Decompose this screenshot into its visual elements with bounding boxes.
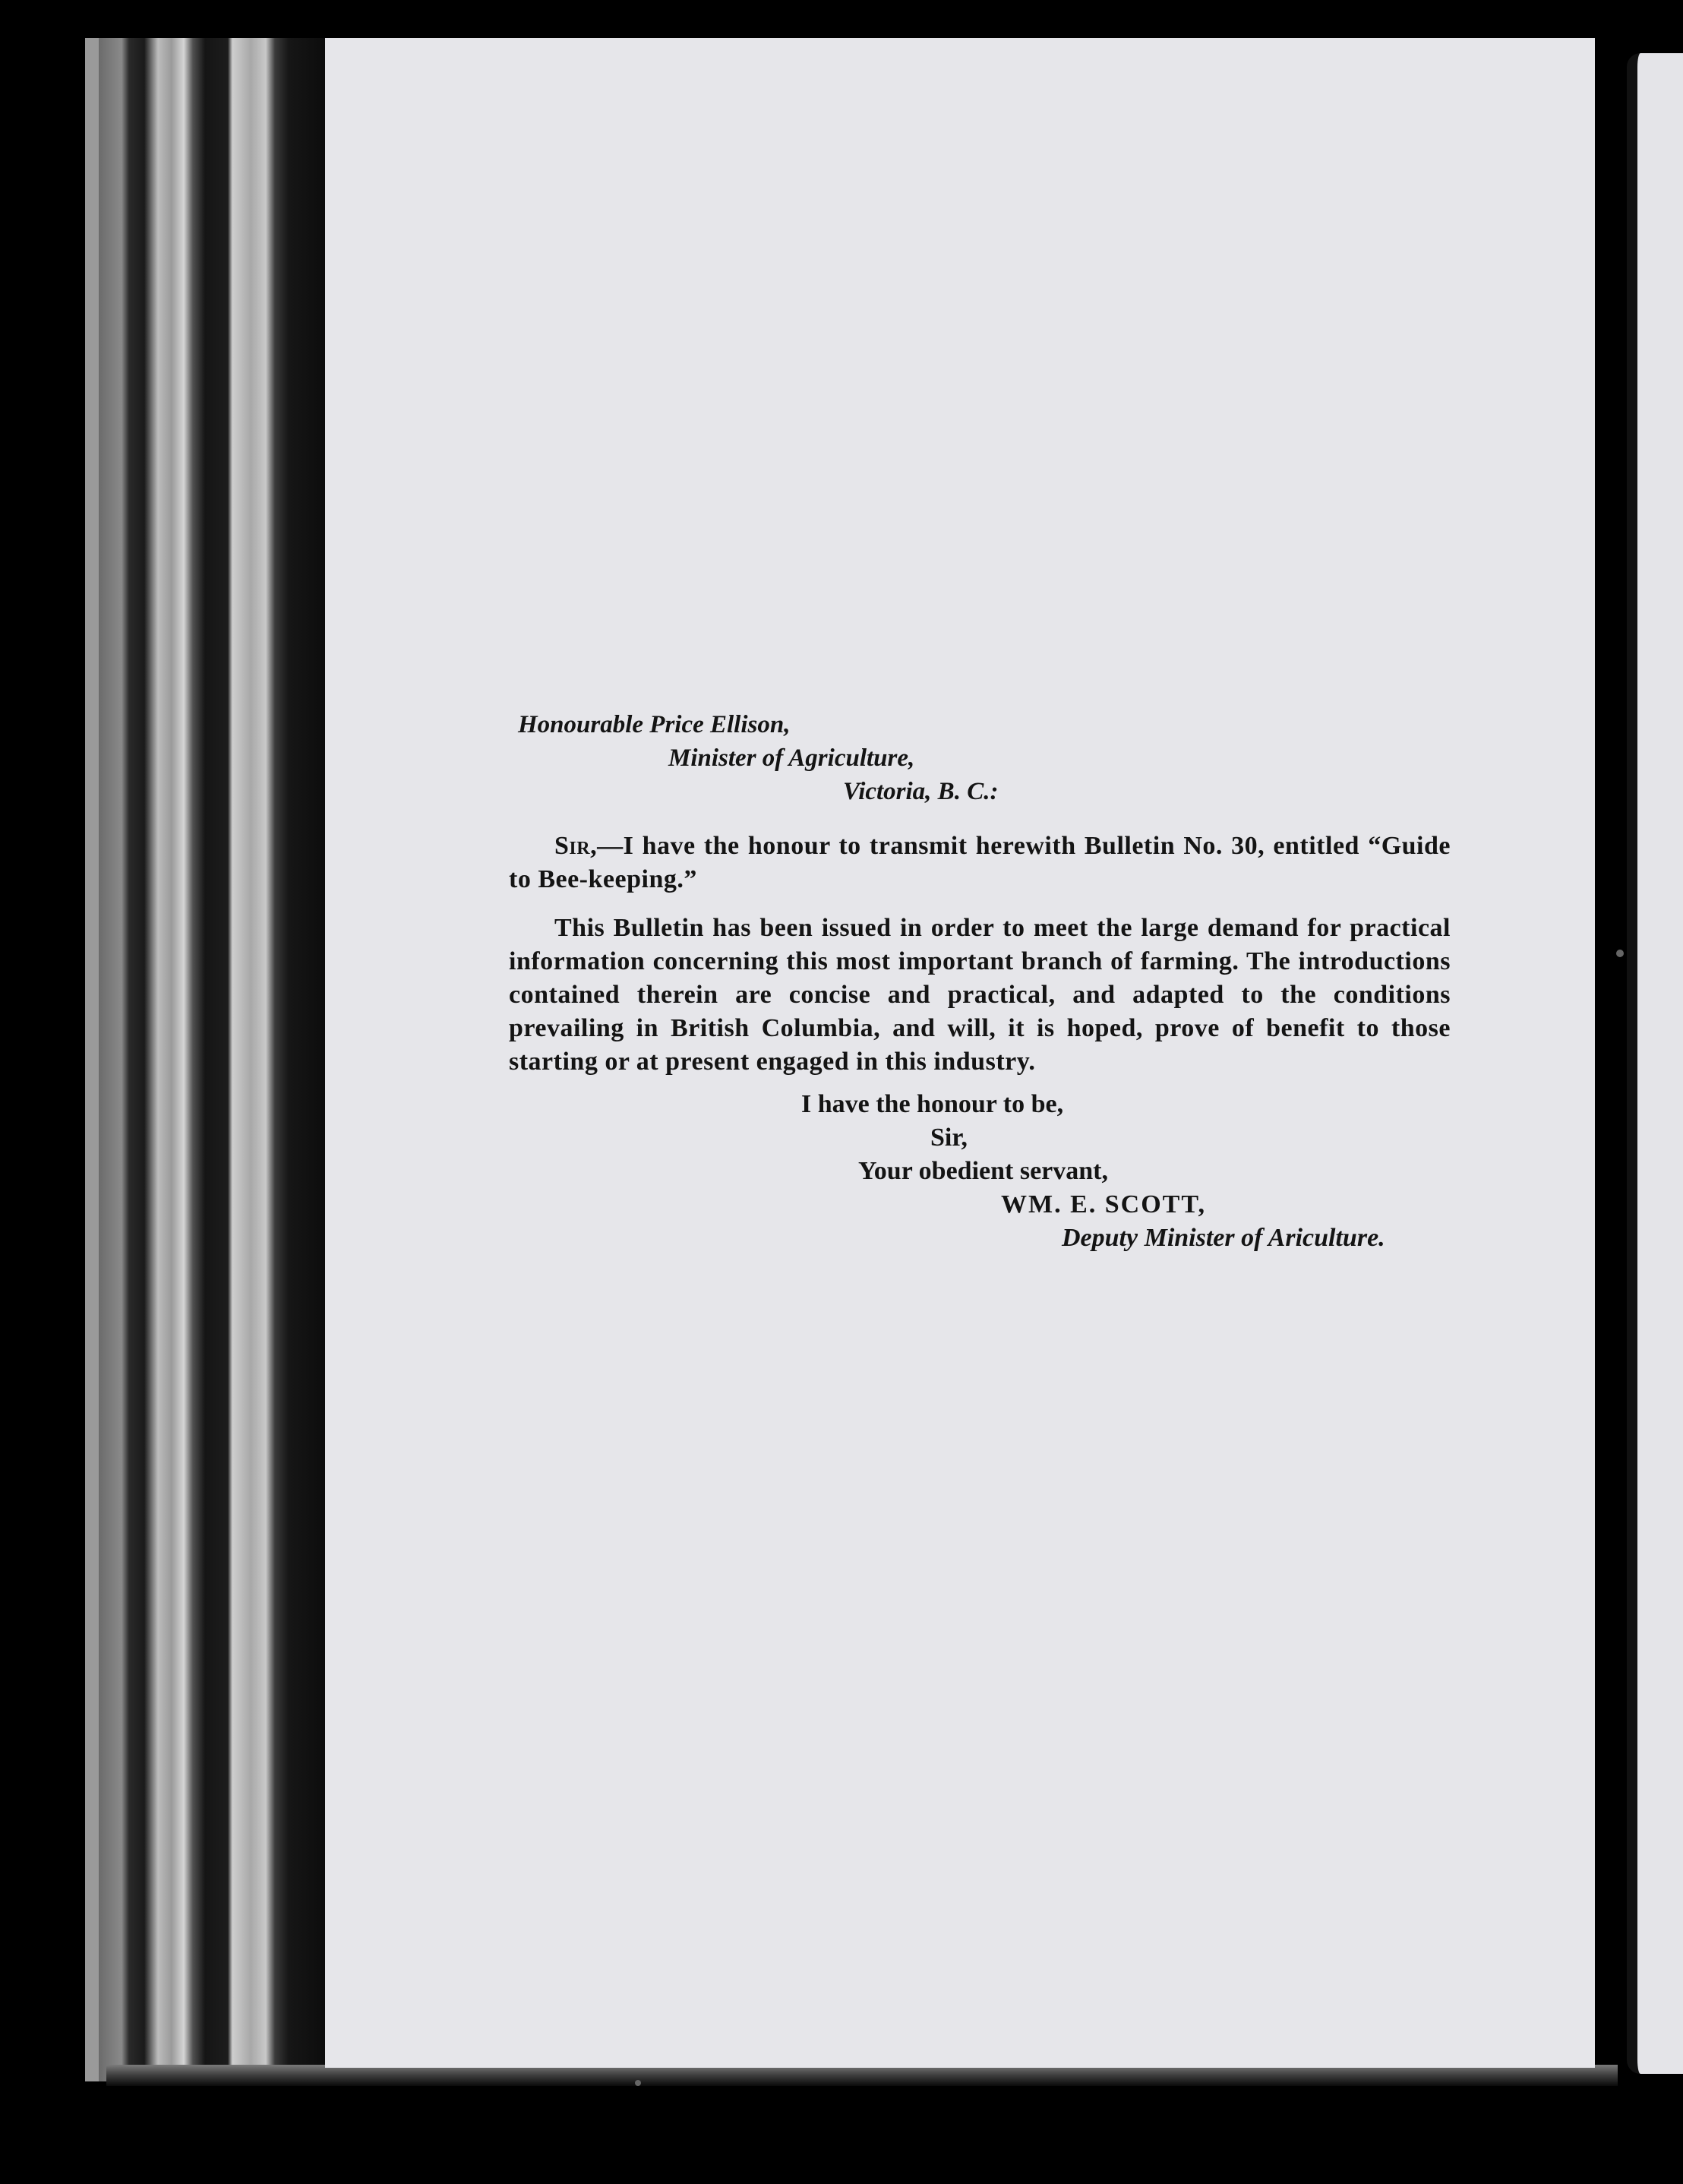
closing-line-2: Sir,	[930, 1124, 968, 1152]
paragraph-purpose: This Bulletin has been issued in order to meet the large demand for practical information concerning this most important branch of farming. The introductions contained therein are concise and practical, and adapted to the conditions prevailing in British Columbia, and will, it is hoped, prove of benefit to those starting or at present engaged in this industry.	[509, 914, 1451, 1076]
facing-page-edge	[1627, 53, 1683, 2074]
letter-body	[509, 708, 1451, 1255]
signature-title: Deputy Minister of Ariculture.	[1062, 1224, 1385, 1252]
closing-line-3: Your obedient servant,	[858, 1157, 1108, 1185]
address-line-1: Honourable Price Ellison,	[518, 711, 791, 738]
address-line-2: Minister of Agriculture,	[668, 744, 915, 772]
page-bottom-edge	[106, 2065, 1618, 2086]
closing-line-1: I have the honour to be,	[801, 1090, 1064, 1118]
address-line-3: Victoria, B. C.:	[843, 778, 999, 805]
closing-block	[509, 1088, 1451, 1255]
salutation: Sir,	[554, 832, 598, 860]
book-spine	[99, 38, 327, 2081]
scan-speck	[635, 2080, 641, 2086]
scan-speck	[1616, 950, 1624, 957]
signature-name: WM. E. SCOTT,	[1001, 1190, 1207, 1218]
paragraph-transmittal	[509, 830, 1451, 896]
paragraph-transmittal-text: —I have the honour to transmit herewith Bulletin No. 30, entitled “Guide to Bee-keeping.”	[509, 832, 1451, 893]
